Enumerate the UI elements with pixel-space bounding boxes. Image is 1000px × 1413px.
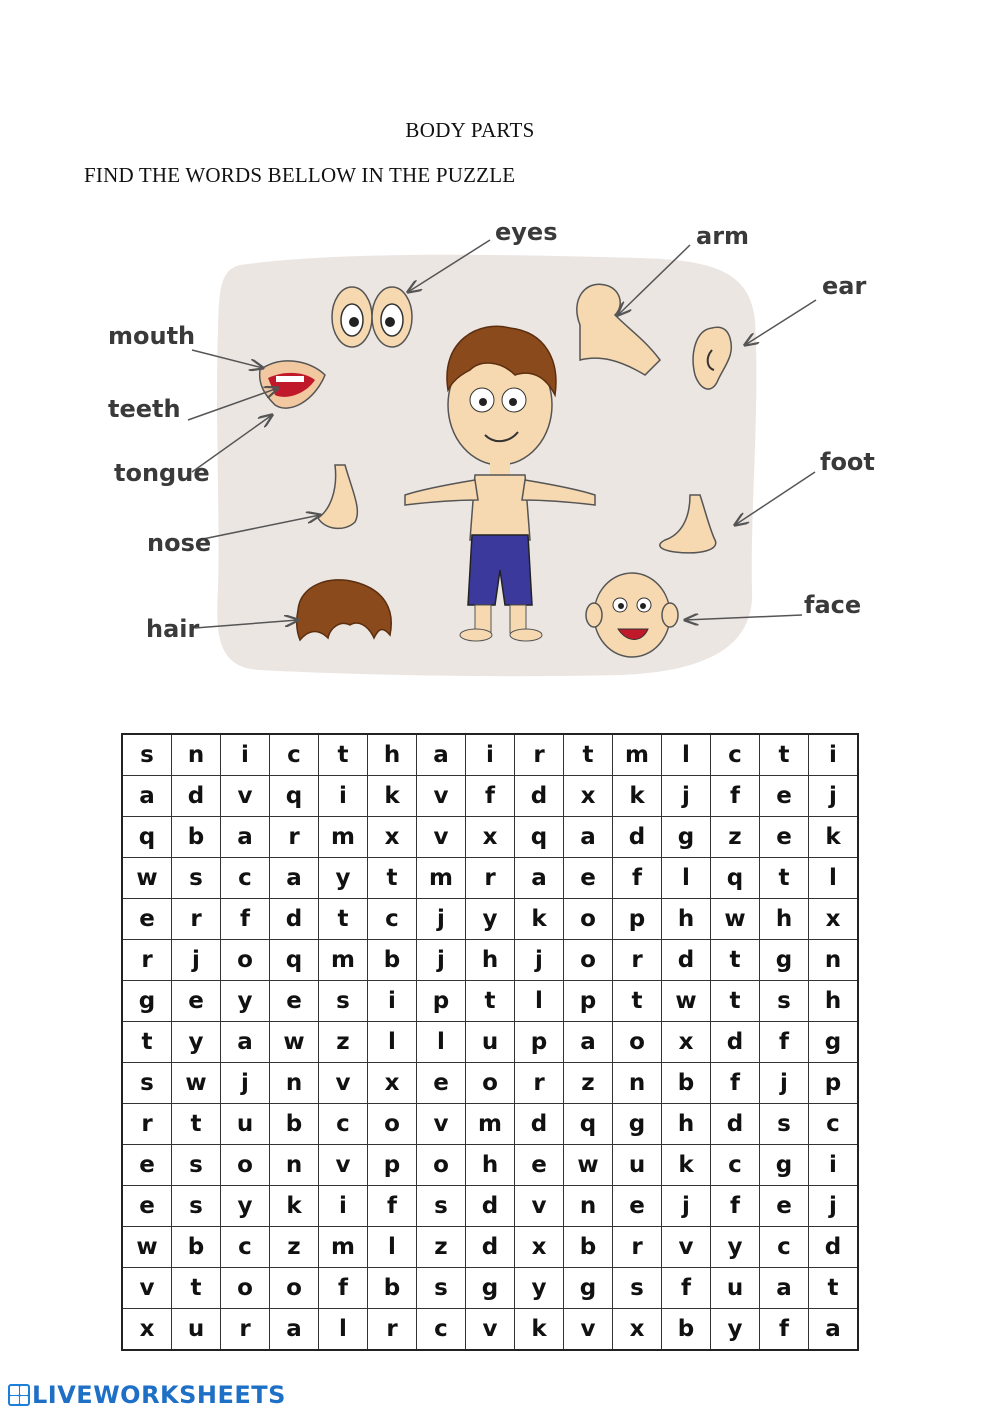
puzzle-cell[interactable]: h [760,899,809,940]
puzzle-cell[interactable]: s [319,981,368,1022]
puzzle-cell[interactable]: o [221,1145,270,1186]
puzzle-cell[interactable]: x [368,817,417,858]
puzzle-cell[interactable]: g [809,1022,859,1063]
puzzle-cell[interactable]: o [613,1022,662,1063]
page-title: BODY PARTS [405,118,535,142]
puzzle-cell[interactable]: r [122,1104,172,1145]
puzzle-cell[interactable]: e [122,1145,172,1186]
puzzle-cell[interactable]: u [466,1022,515,1063]
label-face: face [804,591,862,619]
puzzle-cell[interactable]: a [515,858,564,899]
puzzle-cell[interactable]: w [122,858,172,899]
puzzle-cell[interactable]: r [613,940,662,981]
puzzle-cell[interactable]: s [172,1186,221,1227]
puzzle-cell[interactable]: a [270,858,319,899]
puzzle-row [122,1145,858,1186]
puzzle-cell[interactable]: n [613,1063,662,1104]
label-foot: foot [820,448,875,476]
puzzle-cell[interactable]: t [564,734,613,776]
puzzle-cell[interactable]: k [515,899,564,940]
puzzle-cell[interactable]: f [613,858,662,899]
puzzle-cell[interactable]: v [417,817,466,858]
puzzle-row [122,1227,858,1268]
puzzle-cell[interactable]: n [270,1063,319,1104]
puzzle-cell[interactable]: a [221,817,270,858]
puzzle-cell[interactable]: l [662,858,711,899]
puzzle-cell[interactable]: c [417,1309,466,1351]
puzzle-cell[interactable]: v [466,1309,515,1351]
puzzle-cell[interactable]: r [270,817,319,858]
puzzle-cell[interactable]: h [809,981,859,1022]
puzzle-cell[interactable]: a [417,734,466,776]
puzzle-cell[interactable]: x [809,899,859,940]
puzzle-cell[interactable]: c [368,899,417,940]
puzzle-row [122,940,858,981]
puzzle-cell[interactable]: m [319,940,368,981]
puzzle-cell[interactable]: t [809,1268,859,1309]
puzzle-row [122,1309,858,1351]
puzzle-cell[interactable]: t [711,940,760,981]
puzzle-cell[interactable]: f [711,1063,760,1104]
puzzle-cell[interactable]: y [466,899,515,940]
puzzle-cell[interactable]: a [270,1309,319,1351]
instruction-text: FIND THE WORDS BELLOW IN THE PUZZLE [84,163,516,187]
puzzle-cell[interactable]: j [809,1186,859,1227]
puzzle-cell[interactable]: l [368,1022,417,1063]
puzzle-cell[interactable]: f [711,1186,760,1227]
puzzle-cell[interactable]: m [417,858,466,899]
puzzle-cell[interactable]: z [564,1063,613,1104]
puzzle-cell[interactable]: j [172,940,221,981]
puzzle-cell[interactable]: u [711,1268,760,1309]
puzzle-cell[interactable]: t [122,1022,172,1063]
puzzle-cell[interactable]: s [417,1268,466,1309]
puzzle-cell[interactable]: d [662,940,711,981]
puzzle-cell[interactable]: w [122,1227,172,1268]
puzzle-cell[interactable]: o [221,1268,270,1309]
puzzle-cell[interactable]: r [368,1309,417,1351]
puzzle-cell[interactable]: w [662,981,711,1022]
puzzle-cell[interactable]: j [662,1186,711,1227]
puzzle-cell[interactable]: k [368,776,417,817]
puzzle-cell[interactable]: o [564,899,613,940]
puzzle-cell[interactable]: k [270,1186,319,1227]
liveworksheets-logo-icon [8,1384,30,1406]
puzzle-cell[interactable]: h [662,899,711,940]
puzzle-cell[interactable]: x [368,1063,417,1104]
puzzle-cell[interactable]: s [172,1145,221,1186]
puzzle-cell[interactable]: p [809,1063,859,1104]
puzzle-cell[interactable]: y [711,1227,760,1268]
puzzle-cell[interactable]: x [613,1309,662,1351]
puzzle-row [122,1186,858,1227]
puzzle-row [122,817,858,858]
puzzle-cell[interactable]: x [122,1309,172,1351]
puzzle-cell[interactable]: b [270,1104,319,1145]
puzzle-cell[interactable]: e [515,1145,564,1186]
puzzle-cell[interactable]: t [368,858,417,899]
puzzle-cell[interactable]: a [221,1022,270,1063]
puzzle-cell[interactable]: s [172,858,221,899]
puzzle-cell[interactable]: f [760,1022,809,1063]
puzzle-cell[interactable]: m [613,734,662,776]
puzzle-cell[interactable]: t [319,899,368,940]
puzzle-cell[interactable]: m [466,1104,515,1145]
puzzle-cell[interactable]: s [760,1104,809,1145]
puzzle-row [122,981,858,1022]
puzzle-cell[interactable]: j [760,1063,809,1104]
puzzle-cell[interactable]: v [319,1145,368,1186]
label-teeth: teeth [108,395,181,423]
puzzle-cell[interactable]: q [515,817,564,858]
puzzle-cell[interactable]: l [368,1227,417,1268]
puzzle-cell[interactable]: e [270,981,319,1022]
puzzle-cell[interactable]: u [221,1104,270,1145]
puzzle-cell[interactable]: f [711,776,760,817]
puzzle-cell[interactable]: j [417,940,466,981]
puzzle-cell[interactable]: g [564,1268,613,1309]
label-tongue: tongue [114,459,210,487]
puzzle-cell[interactable]: k [613,776,662,817]
puzzle-cell[interactable]: c [221,1227,270,1268]
puzzle-cell[interactable]: b [662,1309,711,1351]
puzzle-cell[interactable]: d [466,1186,515,1227]
puzzle-cell[interactable]: r [613,1227,662,1268]
puzzle-cell[interactable]: o [417,1145,466,1186]
puzzle-cell[interactable]: e [613,1186,662,1227]
puzzle-cell[interactable]: c [760,1227,809,1268]
puzzle-cell[interactable]: a [564,1022,613,1063]
puzzle-cell[interactable]: x [466,817,515,858]
puzzle-cell[interactable]: j [417,899,466,940]
puzzle-cell[interactable]: t [172,1104,221,1145]
puzzle-cell[interactable]: n [809,940,859,981]
puzzle-cell[interactable]: i [809,734,859,776]
puzzle-row [122,1063,858,1104]
puzzle-cell[interactable]: h [466,1145,515,1186]
puzzle-cell[interactable]: v [221,776,270,817]
puzzle-cell[interactable]: i [809,1145,859,1186]
puzzle-cell[interactable]: n [172,734,221,776]
puzzle-cell[interactable]: c [221,858,270,899]
puzzle-cell[interactable]: y [221,981,270,1022]
puzzle-cell[interactable]: i [368,981,417,1022]
puzzle-cell[interactable]: l [319,1309,368,1351]
puzzle-cell[interactable]: d [515,1104,564,1145]
word-search-grid [121,733,859,1351]
puzzle-row [122,858,858,899]
puzzle-cell[interactable]: t [711,981,760,1022]
puzzle-cell[interactable]: t [760,858,809,899]
puzzle-cell[interactable]: a [122,776,172,817]
puzzle-cell[interactable]: j [221,1063,270,1104]
puzzle-row [122,899,858,940]
puzzle-cell[interactable]: g [613,1104,662,1145]
puzzle-cell[interactable]: n [270,1145,319,1186]
puzzle-cell[interactable]: q [270,776,319,817]
puzzle-cell[interactable]: t [172,1268,221,1309]
puzzle-cell[interactable]: y [515,1268,564,1309]
puzzle-cell[interactable]: i [466,734,515,776]
puzzle-cell[interactable]: o [221,940,270,981]
puzzle-cell[interactable]: t [466,981,515,1022]
puzzle-cell[interactable]: v [319,1063,368,1104]
puzzle-cell[interactable]: g [760,940,809,981]
footer-brand-text: LIVEWORKSHEETS [32,1381,286,1409]
puzzle-cell[interactable]: k [662,1145,711,1186]
puzzle-cell[interactable]: f [760,1309,809,1351]
puzzle-cell[interactable]: t [613,981,662,1022]
puzzle-cell[interactable]: u [172,1309,221,1351]
puzzle-cell[interactable]: d [515,776,564,817]
puzzle-cell[interactable]: x [515,1227,564,1268]
puzzle-cell[interactable]: r [221,1309,270,1351]
puzzle-cell[interactable]: o [564,940,613,981]
puzzle-cell[interactable]: f [368,1186,417,1227]
puzzle-cell[interactable]: h [368,734,417,776]
puzzle-cell[interactable]: b [172,817,221,858]
puzzle-cell[interactable]: m [319,1227,368,1268]
puzzle-cell[interactable]: b [564,1227,613,1268]
puzzle-cell[interactable]: o [466,1063,515,1104]
puzzle-cell[interactable]: j [809,776,859,817]
puzzle-cell[interactable]: e [760,1186,809,1227]
puzzle-cell[interactable]: z [417,1227,466,1268]
puzzle-cell[interactable]: b [368,940,417,981]
label-hair: hair [146,615,200,643]
puzzle-cell[interactable]: a [760,1268,809,1309]
puzzle-cell[interactable]: c [270,734,319,776]
puzzle-cell[interactable]: i [319,1186,368,1227]
puzzle-cell[interactable]: l [515,981,564,1022]
puzzle-cell[interactable]: c [711,734,760,776]
label-ear: ear [822,272,867,300]
puzzle-cell[interactable]: d [270,899,319,940]
puzzle-cell[interactable]: e [760,776,809,817]
puzzle-row [122,1268,858,1309]
puzzle-cell[interactable]: s [417,1186,466,1227]
puzzle-cell[interactable]: r [122,940,172,981]
puzzle-cell[interactable]: a [564,817,613,858]
puzzle-cell[interactable]: s [613,1268,662,1309]
puzzle-cell[interactable]: y [172,1022,221,1063]
puzzle-cell[interactable]: y [711,1309,760,1351]
puzzle-cell[interactable]: g [466,1268,515,1309]
puzzle-cell[interactable]: w [172,1063,221,1104]
puzzle-cell[interactable]: k [809,817,859,858]
puzzle-cell[interactable]: p [564,981,613,1022]
puzzle-cell[interactable]: v [417,776,466,817]
puzzle-cell[interactable]: a [809,1309,859,1351]
puzzle-cell[interactable]: c [711,1145,760,1186]
puzzle-cell[interactable]: w [270,1022,319,1063]
puzzle-cell[interactable]: d [466,1227,515,1268]
puzzle-cell[interactable]: e [122,1186,172,1227]
puzzle-cell[interactable]: p [515,1022,564,1063]
puzzle-cell[interactable]: t [760,734,809,776]
puzzle-cell[interactable]: z [711,817,760,858]
label-nose: nose [147,529,212,557]
puzzle-cell[interactable]: q [564,1104,613,1145]
label-arm: arm [696,222,750,250]
puzzle-cell[interactable]: y [319,858,368,899]
puzzle-cell[interactable]: e [760,817,809,858]
puzzle-cell[interactable]: d [172,776,221,817]
footer-logo [8,1380,286,1410]
puzzle-cell[interactable]: p [417,981,466,1022]
puzzle-cell[interactable]: d [613,817,662,858]
puzzle-cell[interactable]: s [122,1063,172,1104]
puzzle-cell[interactable]: e [417,1063,466,1104]
puzzle-cell[interactable]: r [466,858,515,899]
puzzle-cell[interactable]: b [368,1268,417,1309]
puzzle-cell[interactable]: l [809,858,859,899]
puzzle-cell[interactable]: g [662,817,711,858]
puzzle-cell[interactable]: r [515,1063,564,1104]
puzzle-cell[interactable]: v [515,1186,564,1227]
puzzle-cell[interactable]: e [122,899,172,940]
puzzle-cell[interactable]: l [662,734,711,776]
puzzle-cell[interactable]: p [368,1145,417,1186]
body-parts-illustration [100,210,900,690]
puzzle-cell[interactable]: d [809,1227,859,1268]
puzzle-cell[interactable]: b [662,1063,711,1104]
puzzle-cell[interactable]: i [319,776,368,817]
puzzle-cell[interactable]: q [270,940,319,981]
puzzle-cell[interactable]: t [319,734,368,776]
puzzle-cell[interactable]: e [172,981,221,1022]
puzzle-cell[interactable]: r [515,734,564,776]
puzzle-cell[interactable]: o [368,1104,417,1145]
puzzle-cell[interactable]: s [760,981,809,1022]
puzzle-cell[interactable]: v [417,1104,466,1145]
puzzle-cell[interactable]: l [417,1022,466,1063]
puzzle-cell[interactable]: c [809,1104,859,1145]
puzzle-row [122,1022,858,1063]
puzzle-cell[interactable]: s [122,734,172,776]
puzzle-cell[interactable]: w [711,899,760,940]
puzzle-row [122,1104,858,1145]
puzzle-cell[interactable]: w [564,1145,613,1186]
puzzle-cell[interactable]: d [711,1104,760,1145]
puzzle-row [122,776,858,817]
label-mouth: mouth [108,322,196,350]
puzzle-cell[interactable]: r [172,899,221,940]
puzzle-cell[interactable]: g [760,1145,809,1186]
puzzle-cell[interactable]: k [515,1309,564,1351]
puzzle-cell[interactable]: z [270,1227,319,1268]
puzzle-cell[interactable]: g [122,981,172,1022]
puzzle-cell[interactable]: q [122,817,172,858]
puzzle-cell[interactable]: v [662,1227,711,1268]
puzzle-cell[interactable]: f [466,776,515,817]
puzzle-cell[interactable]: c [319,1104,368,1145]
puzzle-cell[interactable]: x [662,1022,711,1063]
puzzle-cell[interactable]: e [564,858,613,899]
puzzle-cell[interactable]: f [319,1268,368,1309]
puzzle-cell[interactable]: y [221,1186,270,1227]
puzzle-cell[interactable]: u [613,1145,662,1186]
puzzle-cell[interactable]: o [270,1268,319,1309]
puzzle-cell[interactable]: x [564,776,613,817]
puzzle-cell[interactable]: f [662,1268,711,1309]
label-eyes: eyes [495,218,558,246]
puzzle-cell[interactable]: v [122,1268,172,1309]
puzzle-cell[interactable]: h [662,1104,711,1145]
puzzle-cell[interactable]: p [613,899,662,940]
puzzle-cell[interactable]: m [319,817,368,858]
puzzle-cell[interactable]: b [172,1227,221,1268]
puzzle-cell[interactable]: j [515,940,564,981]
puzzle-cell[interactable]: i [221,734,270,776]
puzzle-row [122,734,858,776]
puzzle-cell[interactable]: z [319,1022,368,1063]
puzzle-cell[interactable]: n [564,1186,613,1227]
puzzle-cell[interactable]: v [564,1309,613,1351]
puzzle-cell[interactable]: j [662,776,711,817]
puzzle-cell[interactable]: h [466,940,515,981]
puzzle-cell[interactable]: f [221,899,270,940]
puzzle-cell[interactable]: q [711,858,760,899]
puzzle-cell[interactable]: d [711,1022,760,1063]
